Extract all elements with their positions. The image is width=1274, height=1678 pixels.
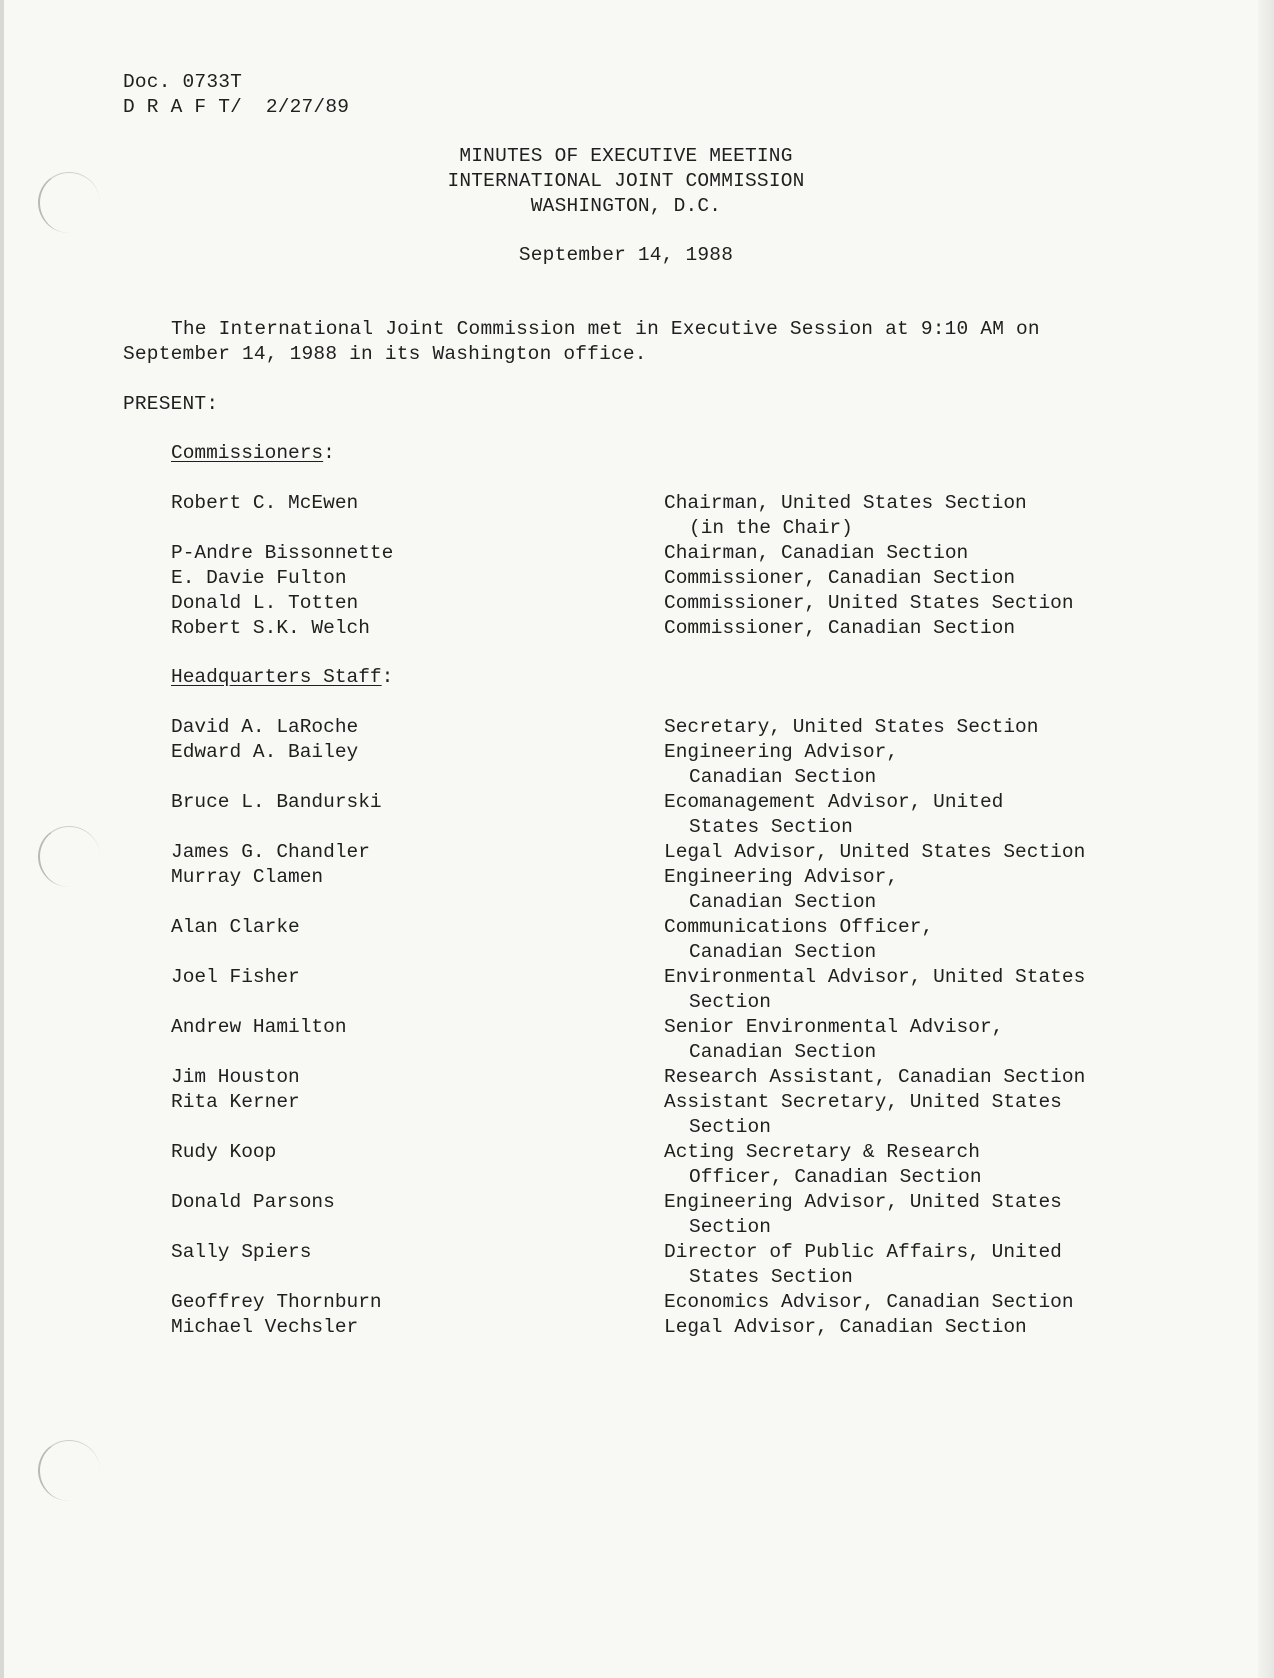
- intro-line-1: The International Joint Commission met in Executive Session at 9:10 AM on: [171, 318, 1040, 340]
- attendee-title-line: Canadian Section: [689, 941, 877, 963]
- attendee-title-line: Section: [689, 1116, 771, 1138]
- attendee-title: [664, 965, 1134, 1015]
- attendee-title-line: Officer, Canadian Section: [689, 1166, 982, 1188]
- attendee-title: [664, 491, 1134, 541]
- attendee-title: [664, 740, 1134, 790]
- attendee-name: Jim Houston: [171, 1066, 300, 1088]
- attendee-name: Sally Spiers: [171, 1241, 312, 1263]
- meeting-date: September 14, 1988: [518, 244, 734, 266]
- attendee-title-line: Research Assistant, Canadian Section: [664, 1066, 1086, 1088]
- attendee-name: Bruce L. Bandurski: [171, 791, 382, 813]
- attendee-name: E. Davie Fulton: [171, 567, 347, 589]
- attendee-title: [664, 591, 1134, 616]
- attendee-title-line: Chairman, Canadian Section: [664, 542, 969, 564]
- draft-date: D R A F T/ 2/27/89: [123, 96, 350, 118]
- attendee-title-line: Legal Advisor, Canadian Section: [664, 1316, 1027, 1338]
- attendee-title-line: (in the Chair): [689, 517, 853, 539]
- attendee-title: [664, 1290, 1134, 1315]
- attendee-title-line: Environmental Advisor, United States: [664, 966, 1086, 988]
- attendee-name: David A. LaRoche: [171, 716, 359, 738]
- attendee-title-line: Canadian Section: [689, 766, 877, 788]
- commissioners-label: Commissioners: [171, 442, 324, 464]
- attendee-title-line: Ecomanagement Advisor, United: [664, 791, 1004, 813]
- attendee-title: [664, 616, 1134, 641]
- page-right-edge: [1258, 0, 1274, 1678]
- attendee-title-line: Engineering Advisor,: [664, 866, 899, 888]
- attendee-name: P-Andre Bissonnette: [171, 542, 394, 564]
- attendee-title: [664, 1015, 1134, 1065]
- attendee-name: Andrew Hamilton: [171, 1016, 347, 1038]
- attendee-title-line: Economics Advisor, Canadian Section: [664, 1291, 1074, 1313]
- attendee-title: [664, 541, 1134, 566]
- intro-line-2: September 14, 1988 in its Washington office.: [123, 343, 647, 365]
- punch-hole-bottom: [38, 1440, 100, 1501]
- attendee-name: Murray Clamen: [171, 866, 324, 888]
- attendee-title-line: Canadian Section: [689, 1041, 877, 1063]
- attendee-name: Robert S.K. Welch: [171, 617, 370, 639]
- attendee-title-line: States Section: [689, 816, 853, 838]
- attendee-title-line: Assistant Secretary, United States: [664, 1091, 1062, 1113]
- attendee-title-line: Section: [689, 1216, 771, 1238]
- attendee-name: Geoffrey Thornburn: [171, 1291, 382, 1313]
- attendee-title-line: Commissioner, Canadian Section: [664, 567, 1016, 589]
- attendee-name: Alan Clarke: [171, 916, 300, 938]
- doc-id: Doc. 0733T: [123, 71, 243, 93]
- attendee-name: Rita Kerner: [171, 1091, 300, 1113]
- attendee-name: James G. Chandler: [171, 841, 370, 863]
- attendee-name: Rudy Koop: [171, 1141, 277, 1163]
- attendee-name: Michael Vechsler: [171, 1316, 359, 1338]
- attendee-title-line: Acting Secretary & Research: [664, 1141, 980, 1163]
- attendee-title-line: Canadian Section: [689, 891, 877, 913]
- attendee-name: Donald Parsons: [171, 1191, 335, 1213]
- attendee-title: [664, 715, 1134, 740]
- attendee-title-line: Senior Environmental Advisor,: [664, 1016, 1004, 1038]
- attendee-name: Joel Fisher: [171, 966, 300, 988]
- attendee-title: [664, 915, 1134, 965]
- attendee-title: [664, 790, 1134, 840]
- attendee-title-line: Legal Advisor, United States Section: [664, 841, 1086, 863]
- attendee-title-line: Chairman, United States Section: [664, 492, 1027, 514]
- attendee-title-line: States Section: [689, 1266, 853, 1288]
- attendee-title: [664, 865, 1134, 915]
- heading-line-3: WASHINGTON, D.C.: [530, 195, 722, 217]
- attendee-title: [664, 1190, 1134, 1240]
- attendee-title: [664, 566, 1134, 591]
- present-label: PRESENT:: [123, 393, 219, 415]
- attendee-title-line: Engineering Advisor,: [664, 741, 899, 763]
- commissioners-heading: Commissioners:: [171, 442, 335, 464]
- attendee-title-line: Section: [689, 991, 771, 1013]
- attendee-title-line: Commissioner, United States Section: [664, 592, 1074, 614]
- attendee-title: [664, 1240, 1134, 1290]
- attendee-name: Edward A. Bailey: [171, 741, 359, 763]
- attendee-title: [664, 840, 1134, 865]
- heading-line-1: MINUTES OF EXECUTIVE MEETING: [459, 145, 793, 167]
- attendee-title: [664, 1140, 1134, 1190]
- attendee-name: Donald L. Totten: [171, 592, 359, 614]
- heading-line-2: INTERNATIONAL JOINT COMMISSION: [447, 170, 805, 192]
- staff-heading: Headquarters Staff:: [171, 666, 394, 688]
- attendee-title: [664, 1065, 1134, 1090]
- attendee-title-line: Secretary, United States Section: [664, 716, 1039, 738]
- attendee-name: Robert C. McEwen: [171, 492, 359, 514]
- attendee-title: [664, 1090, 1134, 1140]
- attendee-title-line: Director of Public Affairs, United: [664, 1241, 1062, 1263]
- staff-label: Headquarters Staff: [171, 666, 382, 688]
- attendee-title-line: Communications Officer,: [664, 916, 934, 938]
- attendee-title-line: Engineering Advisor, United States: [664, 1191, 1062, 1213]
- attendee-title-line: Commissioner, Canadian Section: [664, 617, 1016, 639]
- attendee-title: [664, 1315, 1134, 1340]
- punch-hole-middle: [38, 826, 100, 887]
